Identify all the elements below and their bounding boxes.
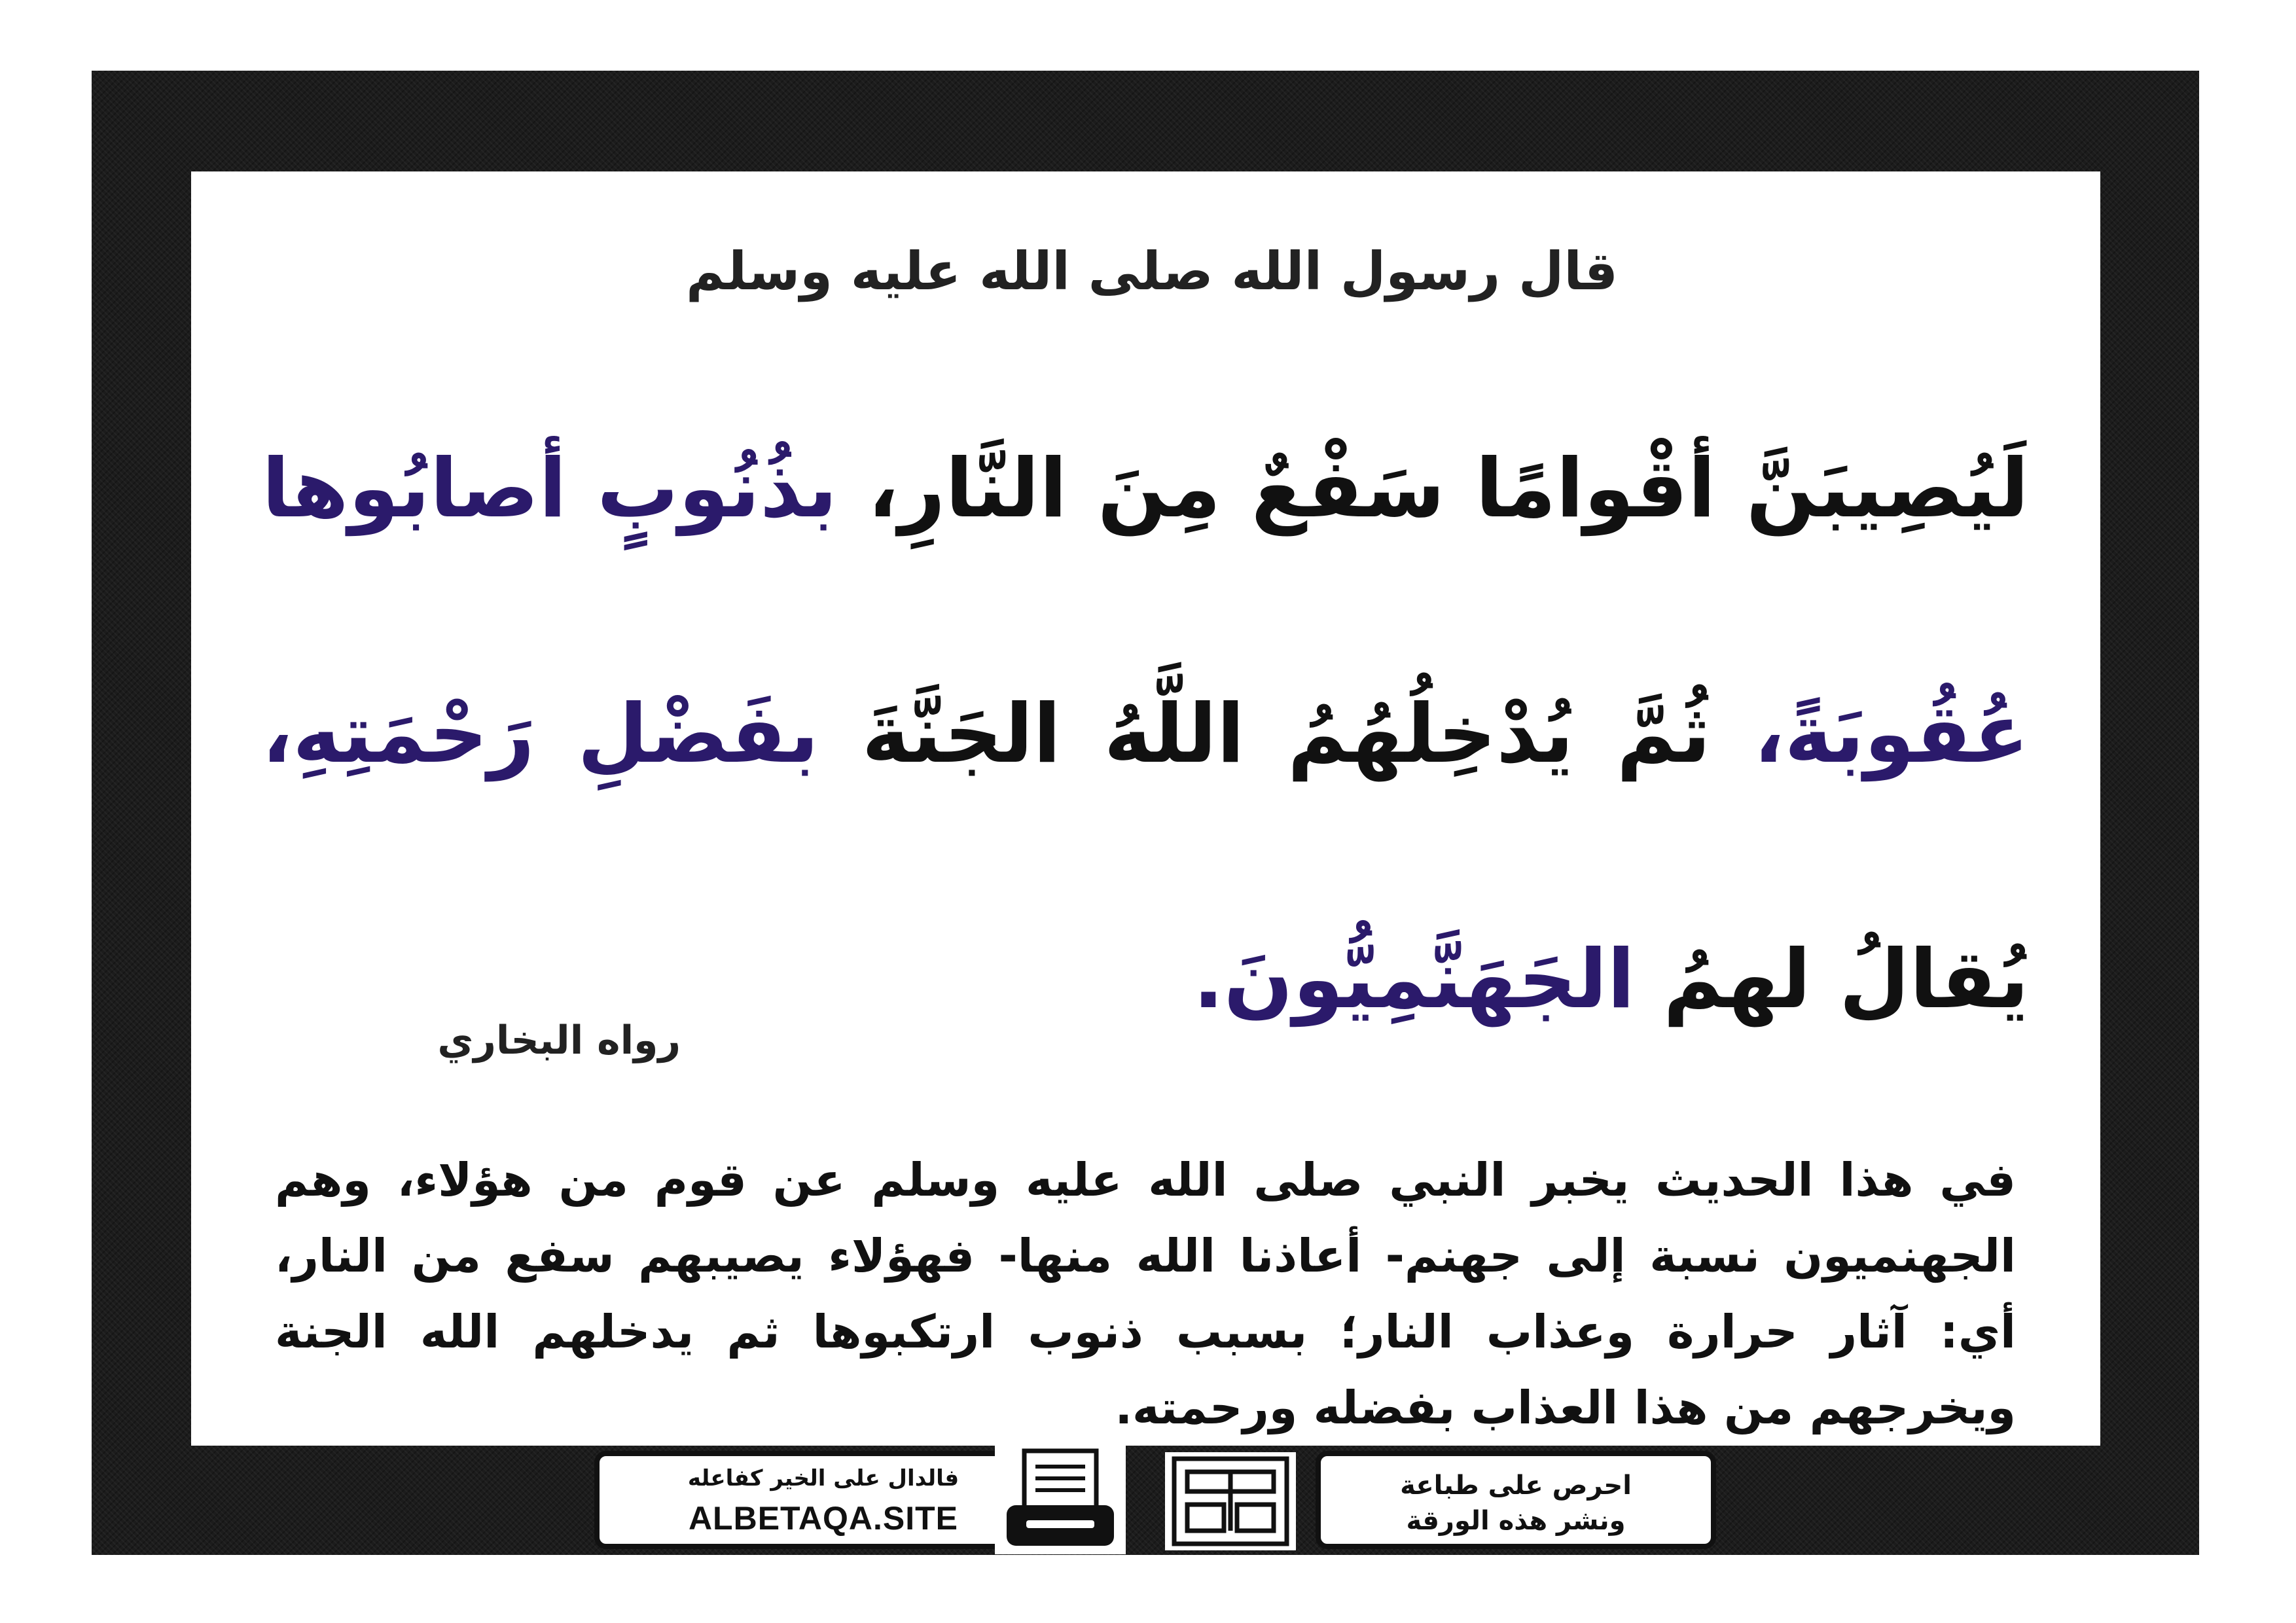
hadith-text bbox=[262, 366, 2029, 1103]
footer-print-line2: ونشر هذه الورقة bbox=[1406, 1506, 1626, 1536]
hadith-segment: يُقالُ لهمُ bbox=[1635, 933, 2029, 1027]
printer-icon bbox=[995, 1443, 1126, 1554]
hadith-segment: ثُمَّ يُدْخِلُهُمُ اللَّهُ الجَنَّةَ bbox=[819, 687, 1711, 781]
hadith-explanation: في هذا الحديث يخبر النبي صلى الله عليه وسلم عن قوم من هؤلاء، وهم الجهنميون نسبة إلى جهنم- أعاذنا الله منها- فهؤلاء يصيبهم سفع من النار، أي: آثار حرارة وعذاب النار؛ بسبب ذنوب ارتكبوها ثم يدخلهم الله الجنة ويخرجهم من هذا العذاب بفضله ورحمته. bbox=[275, 1153, 2016, 1435]
footer-website-box[interactable] bbox=[594, 1451, 1052, 1549]
hadith-source: رواه البخاري bbox=[437, 1018, 681, 1063]
footer-banner bbox=[589, 1443, 1715, 1554]
footer-print-box bbox=[1316, 1451, 1716, 1549]
hadith-segment: لَيُصِيبَنَّ أقْوامًا سَفْعٌ مِنَ النَّارِ، bbox=[837, 442, 2029, 536]
footer-print-line1: احرص على طباعة bbox=[1400, 1471, 1632, 1501]
hadith-segment: بذُنُوبٍ أصابُوها عُقُوبَةً، bbox=[262, 442, 2029, 781]
hadith-segment: الجَهَنَّمِيُّونَ. bbox=[1193, 933, 1636, 1027]
hadith-segment: بفَضْلِ رَحْمَتِهِ، bbox=[262, 687, 819, 781]
hadith-intro: قال رسول الله صلى الله عليه وسلم bbox=[686, 241, 1618, 302]
dawat-alwaraqa-logo-icon bbox=[1165, 1452, 1296, 1550]
footer-slogan: فالدال على الخير كفاعله bbox=[687, 1465, 960, 1491]
footer-website[interactable]: ALBETAQA.SITE bbox=[688, 1500, 959, 1537]
